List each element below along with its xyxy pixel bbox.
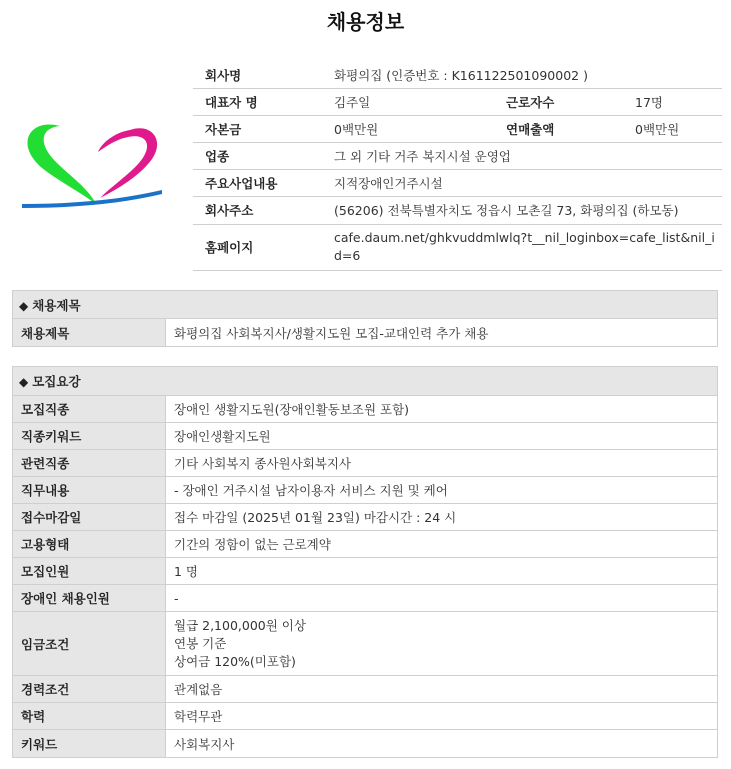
company-name-value: 화평의집 (인증번호 : K161122501090002 )	[328, 62, 722, 88]
requirement-value: 접수 마감일 (2025년 01월 23일) 마감시간 : 24 시	[166, 504, 718, 531]
requirement-value: -	[166, 585, 718, 612]
requirements-section	[12, 366, 718, 758]
page-title: 채용정보	[326, 10, 405, 34]
job-title-section-heading	[13, 291, 718, 319]
requirement-row	[13, 612, 718, 676]
company-name-label: 회사명	[193, 62, 328, 88]
address-value: (56206) 전북특별자치도 정읍시 모촌길 73, 화평의집 (하모동)	[328, 196, 722, 224]
requirement-value-line: 상여금 120%(미포함)	[174, 653, 296, 669]
requirement-row	[13, 558, 718, 585]
logo-magenta-stroke	[98, 128, 157, 198]
company-row-homepage	[193, 224, 722, 270]
diamond-bullet-icon: ◆	[19, 298, 29, 313]
sales-label: 연매출액	[500, 115, 629, 142]
requirement-value: 관계없음	[166, 676, 718, 703]
requirement-label: 직무내용	[13, 477, 166, 504]
requirement-label: 관련직종	[13, 450, 166, 477]
requirement-label: 장애인 채용인원	[13, 585, 166, 612]
requirement-value: 기간의 정함이 없는 근로계약	[166, 531, 718, 558]
requirement-label: 학력	[13, 703, 166, 730]
logo-green-stroke	[27, 125, 96, 204]
job-title-section	[12, 290, 718, 347]
diamond-bullet-icon: ◆	[19, 375, 29, 389]
capital-label: 자본금	[193, 115, 328, 142]
company-row-business	[193, 169, 722, 196]
requirements-heading-text: 모집요강	[32, 374, 81, 389]
requirement-row	[13, 423, 718, 450]
job-title-value: 화평의집 사회복지사/생활지도원 모집-교대인력 추가 채용	[166, 319, 718, 347]
requirement-value: 사회복지사	[166, 730, 718, 758]
requirement-value: 1 명	[166, 558, 718, 585]
homepage-link[interactable]: cafe.daum.net/ghkvuddmlwlq?t__nil_loginbox=cafe_list&nil_id=6	[328, 224, 722, 270]
company-row-address	[193, 196, 722, 224]
ceo-label: 대표자 명	[193, 88, 328, 115]
requirement-row	[13, 585, 718, 612]
requirement-row	[13, 450, 718, 477]
requirement-label: 키워드	[13, 730, 166, 758]
requirement-value-line: 월급 2,100,000원 이상	[174, 617, 306, 633]
company-row-name	[193, 62, 722, 88]
requirement-row	[13, 676, 718, 703]
homepage-label: 홈페이지	[193, 224, 328, 270]
job-title-label: 채용제목	[13, 319, 166, 347]
ceo-value: 김주일	[328, 88, 500, 115]
requirement-value: 학력무관	[166, 703, 718, 730]
requirement-value: - 장애인 거주시설 남자이용자 서비스 지원 및 케어	[166, 477, 718, 504]
sales-value: 0백만원	[629, 115, 722, 142]
requirement-value	[166, 612, 718, 676]
requirement-label: 직종키워드	[13, 423, 166, 450]
requirement-label: 접수마감일	[13, 504, 166, 531]
business-value: 지적장애인거주시설	[328, 169, 722, 196]
industry-value: 그 외 기타 거주 복지시설 운영업	[328, 142, 722, 169]
workers-label: 근로자수	[500, 88, 629, 115]
requirement-value: 기타 사회복지 종사원사회복지사	[166, 450, 718, 477]
requirement-row	[13, 703, 718, 730]
business-label: 주요사업내용	[193, 169, 328, 196]
workers-value: 17명	[629, 88, 722, 115]
requirements-section-heading	[13, 367, 718, 396]
requirement-label: 임금조건	[13, 612, 166, 676]
company-row-ceo	[193, 88, 722, 115]
capital-value: 0백만원	[328, 115, 500, 142]
job-title-header-row	[13, 291, 718, 319]
company-row-industry	[193, 142, 722, 169]
requirement-value: 장애인 생활지도원(장애인활동보조원 포함)	[166, 396, 718, 423]
job-title-row	[13, 319, 718, 347]
requirement-label: 모집직종	[13, 396, 166, 423]
industry-label: 업종	[193, 142, 328, 169]
requirement-label: 모집인원	[13, 558, 166, 585]
address-label: 회사주소	[193, 196, 328, 224]
requirement-row	[13, 477, 718, 504]
company-logo	[20, 118, 166, 210]
company-row-capital	[193, 115, 722, 142]
requirements-header-row	[13, 367, 718, 396]
company-info-table	[193, 62, 722, 271]
requirement-value-line: 연봉 기준	[174, 635, 227, 651]
requirement-label: 경력조건	[13, 676, 166, 703]
requirement-row	[13, 504, 718, 531]
requirement-value: 장애인생활지도원	[166, 423, 718, 450]
requirement-row	[13, 531, 718, 558]
requirement-row	[13, 396, 718, 423]
job-title-heading-text: 채용제목	[32, 297, 81, 313]
requirement-label: 고용형태	[13, 531, 166, 558]
requirement-row	[13, 730, 718, 758]
